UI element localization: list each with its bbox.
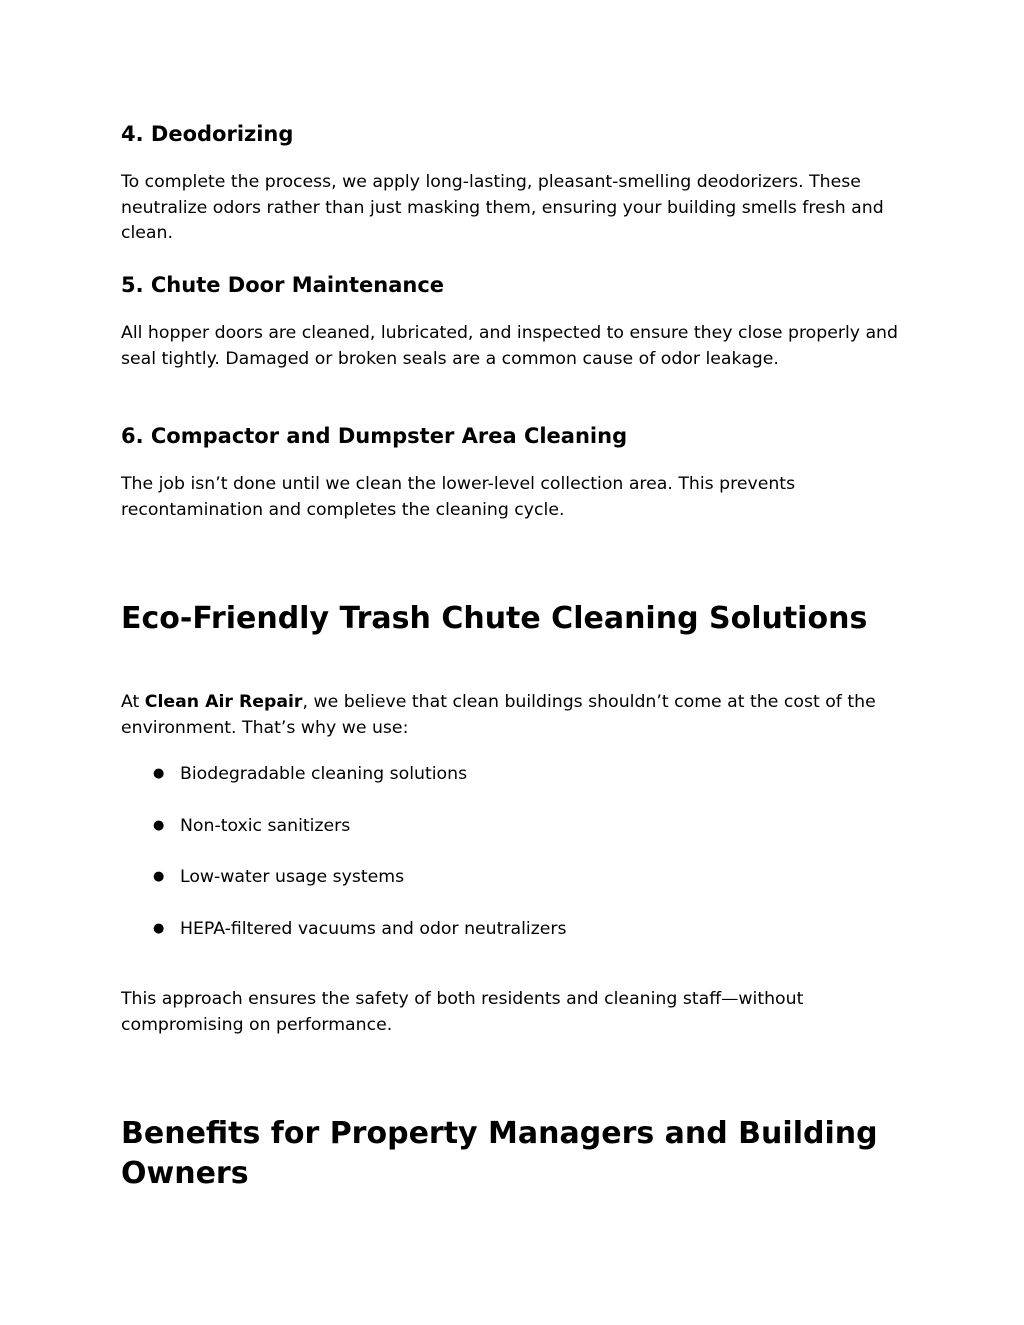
list-item xyxy=(121,760,567,812)
eco-friendly-heading: Eco-Friendly Trash Chute Cleaning Solutions xyxy=(121,601,868,636)
list-item xyxy=(121,863,567,915)
section-heading-compactor-dumpster: 6. Compactor and Dumpster Area Cleaning xyxy=(121,424,628,448)
eco-closing-paragraph: This approach ensures the safety of both residents and cleaning staff—without compromising on performance. xyxy=(121,989,804,1035)
eco-intro-paragraph xyxy=(121,690,901,741)
benefits-heading: Benefits for Property Managers and Building Owners xyxy=(121,1116,878,1191)
eco-intro-suffix: , we believe that clean buildings shouldn’t come at the cost of the environment. That’s why we use: xyxy=(121,692,876,738)
list-item-text: Non-toxic sanitizers xyxy=(180,815,351,836)
section-body-compactor-dumpster: The job isn’t done until we clean the lower-level collection area. This prevents recontamination and completes the cleaning cycle. xyxy=(121,474,796,520)
bullet-icon: ● xyxy=(153,817,165,833)
bullet-icon: ● xyxy=(153,920,165,936)
list-item-text: HEPA-filtered vacuums and odor neutralizers xyxy=(180,918,567,939)
bullet-icon: ● xyxy=(153,869,165,884)
section-body-chute-door-maintenance: All hopper doors are cleaned, lubricated, and inspected to ensure they close properly and seal tightly. Damaged or broken seals are a common cause of odor leakage. xyxy=(121,323,898,369)
list-item-text: Biodegradable cleaning solutions xyxy=(180,764,468,784)
section-body-deodorizing: To complete the process, we apply long-lasting, pleasant-smelling deodorizers. These neutralize odors rather than just masking them, ensuring your building smells fresh and clean. xyxy=(121,172,884,243)
bullet-icon: ● xyxy=(153,766,165,781)
section-heading-chute-door-maintenance: 5. Chute Door Maintenance xyxy=(121,273,445,297)
list-item xyxy=(121,812,567,864)
list-item-text: Low-water usage systems xyxy=(180,867,405,887)
eco-bullet-list xyxy=(121,760,567,966)
brand-name: Clean Air Repair xyxy=(144,692,303,712)
section-heading-deodorizing: 4. Deodorizing xyxy=(121,122,294,146)
list-item xyxy=(121,915,567,967)
eco-intro-prefix: At xyxy=(121,692,145,712)
